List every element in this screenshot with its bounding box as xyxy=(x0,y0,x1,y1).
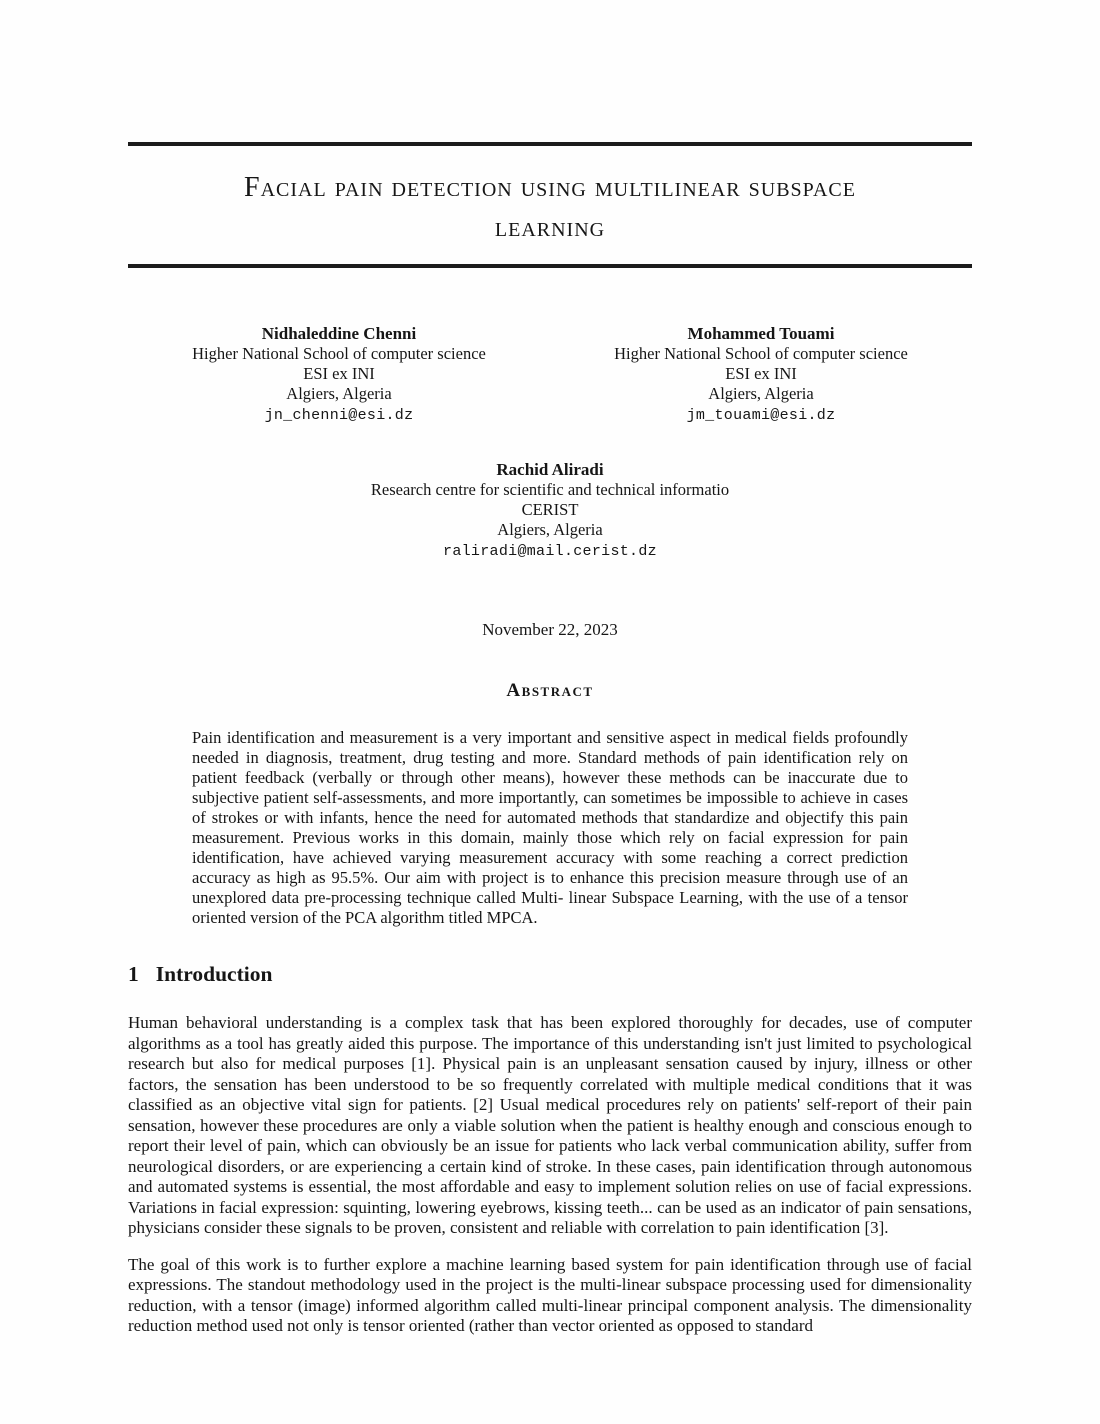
paper-title xyxy=(128,168,972,248)
author-email: jm_touami@esi.dz xyxy=(686,407,836,424)
paper-content xyxy=(0,142,1100,1337)
author-block-chenni xyxy=(128,324,550,426)
title-rule-top xyxy=(128,142,972,146)
author-name: Rachid Aliradi xyxy=(496,460,604,479)
author-affiliation: Algiers, Algeria xyxy=(286,384,392,403)
author-affiliation: Algiers, Algeria xyxy=(708,384,814,403)
author-affiliation: Higher National School of computer science xyxy=(192,344,486,363)
body-paragraph-1: Human behavioral understanding is a complex task that has been explored thoroughly for decades, use of computer algorithms as a tool has greatly aided this purpose. The importance of this understanding isn't just limited to psychological research but also for medical purposes [1]. Physical pain is an unpleasant sensation caused by injury, illness or other factors, the sensation has been understood to be so frequently correlated with multiple medical conditions that it was classified as an objective vital sign for patients. [2] Usual medical procedures rely on patients' self-report of their pain sensation, however these procedures are only a viable solution when the patient is healthy enough and conscious enough to report their level of pain, which can obviously be an issue for patients who lack verbal communication ability, suffer from neurological disorders, or are experiencing a certain kind of stroke. In these cases, pain identification through autonomous and automated systems is essential, the most affordable and easy to implement solution relies on use of facial expressions. Variations in facial expression: squinting, lowering eyebrows, kissing teeth... can be used as an indicator of pain sensations, physicians consider these signals to be proven, consistent and reliable with correlation to pain identification [3]. xyxy=(128,1013,972,1237)
author-email: jn_chenni@esi.dz xyxy=(264,407,414,424)
author-block-aliradi xyxy=(128,460,972,562)
abstract-heading: Abstract xyxy=(506,680,594,701)
author-name: Mohammed Touami xyxy=(687,324,835,343)
author-affiliation: ESI ex INI xyxy=(725,364,797,383)
body-paragraph-2: The goal of this work is to further explore a machine learning based system for pain identification through use of facial expressions. The standout methodology used in the project is the multi-linear subspace processing used for dimensionality reduction, with a tensor (image) informed algorithm called multi-linear principal component analysis. The dimensionality reduction method used not only is tensor oriented (rather than vector oriented as opposed to standard xyxy=(128,1254,972,1335)
author-affiliation: Algiers, Algeria xyxy=(497,520,603,539)
section-number: 1 xyxy=(128,962,139,986)
section-title: Introduction xyxy=(155,962,273,986)
author-affiliation: Higher National School of computer science xyxy=(614,344,908,363)
abstract-text: Pain identification and measurement is a very important and sensitive aspect in medical fields profoundly needed in diagnosis, treatment, drug testing and more. Standard methods of pain identification rely on patient feedback (verbally or through other means), however these methods can be inaccurate due to subjective patient self-assessments, and more importantly, can sometimes be impossible to achieve in cases of strokes or with infants, hence the need for automated methods that standardize and objectify this pain measurement. Previous works in this domain, mainly those which rely on facial expression for pain identification, have achieved varying measurement accuracy with some reaching a correct prediction accuracy as high as 95.5%. Our aim with project is to enhance this precision measure through use of an unexplored data pre-processing technique called Multi- linear Subspace Learning, with the use of a tensor oriented version of the PCA algorithm titled MPCA. xyxy=(192,728,908,927)
author-name: Nidhaleddine Chenni xyxy=(261,324,417,343)
author-affiliation: CERIST xyxy=(521,500,579,519)
paper-title-line-2: learning xyxy=(494,212,606,243)
author-block-touami xyxy=(550,324,972,426)
author-affiliation: ESI ex INI xyxy=(303,364,375,383)
title-rule-bottom xyxy=(128,264,972,268)
paper-title-line-1: Facial pain detection using multilinear subspace xyxy=(244,172,856,203)
author-email: raliradi@mail.cerist.dz xyxy=(443,543,657,560)
section-heading-introduction xyxy=(128,962,972,987)
paper-date: November 22, 2023 xyxy=(482,620,618,639)
author-affiliation: Research centre for scientific and technical informatio xyxy=(370,480,730,499)
authors-row xyxy=(128,324,972,426)
